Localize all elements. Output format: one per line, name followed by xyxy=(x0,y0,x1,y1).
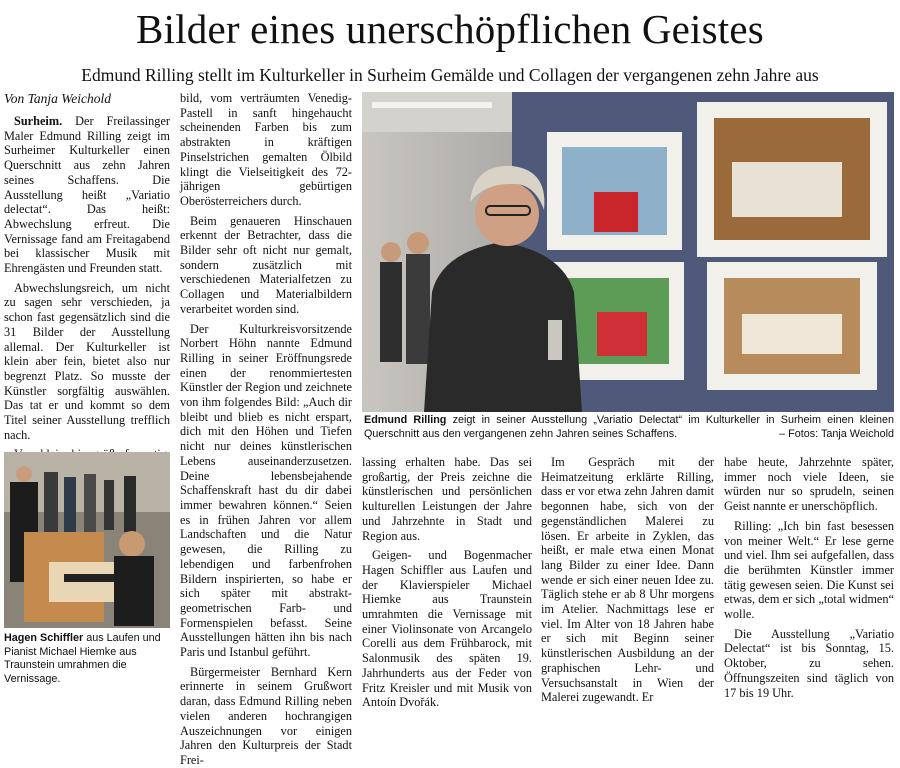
main-exhibition-photo xyxy=(362,92,894,412)
paragraph: Die Ausstellung „Variatio Delectat“ ist bis Sonntag, 15. Oktober, zu sehen. Öffnungszeiten sind täglich von 17 bis 19 Uhr. xyxy=(724,626,894,700)
paragraph: habe heute, Jahrzehnte später, immer noch viele Ideen, sie würden nur so sprudeln, seinen Geist nannte er unerschöpflich. xyxy=(724,455,894,514)
musicians-caption: Hagen Schiffler aus Laufen und Pianist Michael Hiemke aus Traunstein umrahmen die Vernissage. xyxy=(4,632,161,685)
paragraph: lassing erhalten habe. Das sei großartig, der Preis zeichne die künstlerischen und persönlichen kulturellen Leistungen der Jahre und Jahrzehnte in Stadt und Region aus. xyxy=(362,455,532,543)
dateline: Surheim. xyxy=(14,114,63,128)
paragraph: bild, vom verträumten Venedig-Pastell in sanft hingehaucht scheinenden Farben bis zum abstrakten in kräftigen Pinselstrichen gemalten Ölbild klingt die Vielseitigkeit des 72-jährigen gebürtigen Oberösterreichers durch. xyxy=(180,91,352,208)
paragraph: Der Kulturkreisvorsitzende Norbert Höhn nannte Edmund Rilling in seiner Eröffnungsrede einen der renommiertesten Künstler der Region und zeichnete von ihm folgendes Bild: „Auch dir bleibt und blieb es nicht erspart, dich mit den Höhen und Tiefen nicht nur deines künstlerischen Lebens auseinanderzusetzen. Deine lebensbejahende Schaffenskraft hast du dir dabei immer bewahren können.“ Seien es in frühen Jahren vor allem Landschaften und die Natur gewesen, die Rilling zu lebendigen und farbenfrohen Bildern inspirierten, so habe er sich später mit abstrakt-geometrischen Farb- und Formenspielen befasst. Seine Ausstellungen hätten ihn bis nach Paris und Istanbul geführt. xyxy=(180,321,352,660)
byline: Von Tanja Weichold xyxy=(4,91,112,106)
paragraph: Bürgermeister Bernhard Kern erinnerte in seinem Grußwort daran, dass Edmund Rilling neben vielen anderen hochrangigen Auszeichnungen vor einigen Jahren den Kulturpreis der Stadt Frei- xyxy=(180,664,352,767)
paragraph: Abwechslungsreich, um nicht zu sagen sehr verschieden, ja schon fast gegensätzlich sind die 31 Bilder der Ausstellung allemal. Der Kulturkeller ist klein aber fein, bietet also nur begrenzt Platz. So musste der Künstler sorgfältig auswählen. Das tat er und kommt so dem Titel seiner Ausstellung trefflich nach. xyxy=(4,280,170,442)
photo-credit: – Fotos: Tanja Weichold xyxy=(779,428,894,440)
article-column-5 xyxy=(724,455,894,700)
paragraph: Rilling: „Ich bin fast besessen von meiner Welt.“ Er lese gerne und viel. Ihm sei aufgefallen, dass die berühmten Künstler immer tätig gewesen seien. Die Kunst sei etwas, dem er sich „total widmen“ wolle. xyxy=(724,518,894,622)
article-column-2 xyxy=(180,91,352,768)
paragraph: Im Gespräch mit der Heimatzeitung erklärte Rilling, dass er vor etwa zehn Jahren damit begonnen habe, sich von der gegenständlichen Malerei zu lösen. Er arbeite in Zyklen, das heißt, er male etwa einen Monat lang Bilder zu einer Idee. Dann wende er sich einer neuen Idee zu. Täglich stehe er ab 8 Uhr morgens im Atelier. Nachmittags lese er viel. Im Alter von 18 Jahren habe er sich mit Beginn seiner künstlerischen Ausbildung an der graphischen Lehr- und Versuchsanstalt in Wien der Malerei zugewandt. Er xyxy=(541,455,714,705)
article-column-1 xyxy=(4,114,170,492)
musicians-photo xyxy=(4,452,170,628)
subheadline: Edmund Rilling stellt im Kulturkeller in Surheim Gemälde und Collagen der vergangenen zehn Jahre aus xyxy=(81,65,819,85)
musicians-photo-illustration xyxy=(4,452,170,628)
exhibition-photo-illustration xyxy=(362,92,894,412)
article-column-4 xyxy=(541,455,714,705)
paragraph: Geigen- und Bogenmacher Hagen Schiffler aus Laufen und der Klavierspieler Michael Hiemke aus Traunstein umrahmten die Vernissage mit einer Violinsonate von Arcangelo Corelli aus dem Frühbarock, mit Salonmusik des späten 19. Jahrhunderts aus der Feder von Fritz Kreisler und mit Musik von Antoín Dvořák. xyxy=(362,548,532,710)
article-column-3 xyxy=(362,455,532,710)
paragraph: Beim genaueren Hinschauen erkennt der Betrachter, dass die Bilder sehr oft nicht nur gemalt, sondern zusätzlich mit verschiedenen Materialfetzen zu Collagen und Materialbildern verarbeitet worden sind. xyxy=(180,213,352,316)
main-photo-caption: Edmund Rilling zeigt in seiner Ausstellung „Variatio Delectat“ im Kulturkeller in Surheim einen kleinen Querschnitt aus den vergangenen zehn Jahren seines Schaffens. xyxy=(364,414,895,440)
headline: Bilder eines unerschöpflichen Geistes xyxy=(136,6,764,52)
paragraph: Surheim. Der Freilassinger Maler Edmund Rilling zeigt im Surheimer Kulturkeller einen Querschnitt aus zehn Jahren seines Schaffens. Die Ausstellung heißt „Variatio delectat“. Das heißt: Abwechslung erfreut. Die Vernissage fand am Freitagabend bei klassischer Musik mit Ehrengästen und Freunden statt. xyxy=(4,114,170,276)
